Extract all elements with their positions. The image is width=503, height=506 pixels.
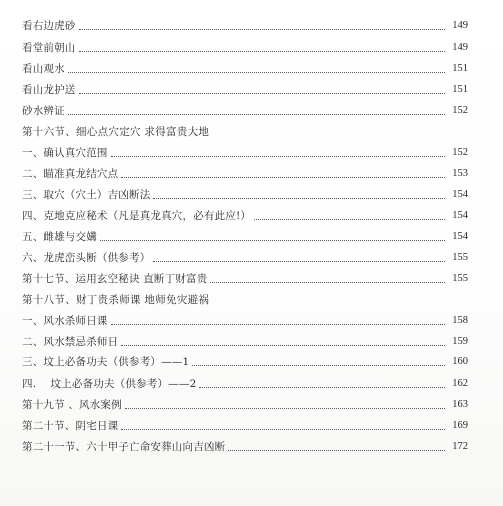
dot-leader bbox=[79, 92, 446, 94]
toc-entry-page: 152 bbox=[452, 105, 468, 116]
toc-entry bbox=[22, 59, 468, 79]
toc-entry bbox=[22, 416, 468, 436]
toc-entry-title: 五、雌雄与交媾 bbox=[22, 231, 97, 243]
toc-section-title: 第十八节、财丁贵杀师课 地师免灾避祸 bbox=[22, 294, 210, 306]
toc-entry-page: 153 bbox=[452, 168, 468, 179]
toc-entry bbox=[22, 164, 468, 184]
toc-entry-page: 154 bbox=[452, 189, 468, 200]
toc-entry-title: 砂水辨证 bbox=[22, 105, 65, 117]
dot-leader bbox=[153, 260, 445, 262]
toc-entry bbox=[22, 352, 468, 372]
toc-entry-title: 第十九节 、风水案例 bbox=[22, 399, 122, 411]
toc-entry-title: 三、取穴（穴土）吉凶断法 bbox=[22, 189, 151, 201]
dot-leader bbox=[153, 197, 445, 199]
toc-entry-title: 第十七节、运用玄空秘诀 直断丁财富贵 bbox=[22, 273, 208, 285]
dot-leader bbox=[192, 364, 445, 366]
toc-entry-page: 160 bbox=[452, 356, 468, 367]
toc-section-title: 第十六节、细心点穴定穴 求得富贵大地 bbox=[22, 126, 210, 138]
toc-entry bbox=[22, 227, 468, 247]
toc-entry-page: 151 bbox=[452, 84, 468, 95]
toc-entry-title: 三、坟上必备功夫（供参考）——1 bbox=[22, 356, 190, 368]
toc-entry bbox=[22, 332, 468, 352]
dot-leader bbox=[100, 239, 445, 241]
toc-entry-page: 169 bbox=[452, 420, 468, 431]
toc-entry-page: 154 bbox=[452, 210, 468, 221]
dot-leader bbox=[254, 218, 445, 220]
toc-entry-page: 149 bbox=[452, 42, 468, 53]
toc-entry-title: 一、风水杀师日课 bbox=[22, 315, 108, 327]
dot-leader bbox=[68, 71, 445, 73]
toc-entry bbox=[22, 248, 468, 268]
dot-leader bbox=[79, 50, 446, 52]
toc-entry bbox=[22, 101, 468, 121]
toc-entry bbox=[22, 185, 468, 205]
dot-leader bbox=[121, 176, 445, 178]
toc-entry bbox=[22, 206, 468, 226]
toc-entry-page: 154 bbox=[452, 231, 468, 242]
toc-entry bbox=[22, 395, 468, 415]
toc-entry-page: 152 bbox=[452, 147, 468, 158]
toc-entry-title: 一、确认真穴范围 bbox=[22, 147, 108, 159]
toc-entry bbox=[22, 311, 468, 331]
dot-leader bbox=[79, 28, 446, 30]
toc-entry-page: 162 bbox=[452, 378, 468, 389]
toc-entry-page: 151 bbox=[452, 63, 468, 74]
toc-entry bbox=[22, 80, 468, 100]
dot-leader bbox=[68, 113, 445, 115]
toc-entry-title: 看山龙护送 bbox=[22, 84, 76, 96]
toc-entry-title: 四. 坟上必备功夫（供参考）——2 bbox=[22, 378, 197, 390]
toc-entry-page: 159 bbox=[452, 336, 468, 347]
dot-leader bbox=[228, 449, 445, 451]
toc-entry bbox=[22, 16, 468, 36]
dot-leader bbox=[199, 386, 445, 388]
dot-leader bbox=[111, 155, 445, 157]
toc-entry-page: 155 bbox=[452, 273, 468, 284]
dot-leader bbox=[121, 344, 445, 346]
toc-section-heading bbox=[22, 122, 468, 142]
toc-entry-page: 149 bbox=[452, 20, 468, 31]
toc-entry-title: 二、风水禁忌杀师日 bbox=[22, 336, 119, 348]
toc-entry-title: 第二十节、阴宅日课 bbox=[22, 420, 119, 432]
toc-entry-title: 六、龙虎峦头断（供参考） bbox=[22, 252, 151, 264]
toc-entry bbox=[22, 374, 468, 394]
toc-entry-title: 第二十一节、六十甲子亡命安葬山向吉凶断 bbox=[22, 441, 226, 453]
toc-entry bbox=[22, 38, 468, 58]
dot-leader bbox=[121, 428, 445, 430]
toc-entry bbox=[22, 437, 468, 457]
toc-entry bbox=[22, 143, 468, 163]
dot-leader bbox=[111, 323, 445, 325]
toc-entry-title: 看右边虎砂 bbox=[22, 20, 76, 32]
toc-entry-title: 看山观水 bbox=[22, 63, 65, 75]
toc-entry-page: 158 bbox=[452, 315, 468, 326]
dot-leader bbox=[125, 407, 445, 409]
toc-entry-page: 163 bbox=[452, 399, 468, 410]
toc-entry-page: 172 bbox=[452, 441, 468, 452]
toc-entry-page: 155 bbox=[452, 252, 468, 263]
toc-entry-title: 看堂前朝山 bbox=[22, 42, 76, 54]
dot-leader bbox=[210, 281, 445, 283]
toc-entry-title: 四、克地克应秘术（凡是真龙真穴，必有此应!） bbox=[22, 210, 252, 222]
toc-entry-title: 二、瞄准真龙结穴点 bbox=[22, 168, 119, 180]
toc-entry bbox=[22, 269, 468, 289]
toc-section-heading bbox=[22, 290, 468, 310]
